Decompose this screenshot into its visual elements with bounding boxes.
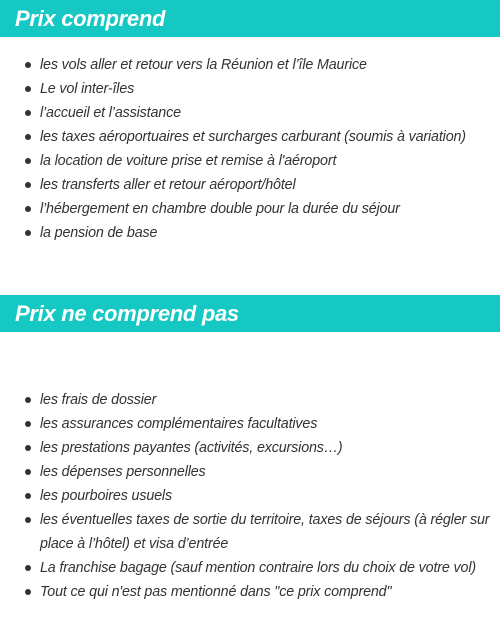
includes-list: [0, 53, 500, 245]
list-item: la location de voiture prise et remise à l'aéroport: [0, 149, 500, 173]
list-item: l’accueil et l’assistance: [0, 101, 500, 125]
list-item: les frais de dossier: [0, 388, 500, 412]
list-item: les pourboires usuels: [0, 484, 500, 508]
list-item: l’hébergement en chambre double pour la durée du séjour: [0, 197, 500, 221]
section-title-includes: Prix comprend: [15, 6, 166, 31]
section-header-excludes: [0, 295, 500, 332]
list-item: les éventuelles taxes de sortie du territoire, taxes de séjours (à régler sur place à l’hôtel) et visa d’entrée: [0, 508, 500, 556]
list-item: les transferts aller et retour aéroport/hôtel: [0, 173, 500, 197]
list-item: Tout ce qui n'est pas mentionné dans "ce prix comprend": [0, 580, 500, 604]
list-item: les vols aller et retour vers la Réunion et l’île Maurice: [0, 53, 500, 77]
section-title-excludes: Prix ne comprend pas: [15, 301, 239, 326]
list-item: les assurances complémentaires facultatives: [0, 412, 500, 436]
list-item: les dépenses personnelles: [0, 460, 500, 484]
list-item: les prestations payantes (activités, excursions…): [0, 436, 500, 460]
list-item: La franchise bagage (sauf mention contraire lors du choix de votre vol): [0, 556, 500, 580]
excludes-list: [0, 388, 500, 604]
list-item: les taxes aéroportuaires et surcharges carburant (soumis à variation): [0, 125, 500, 149]
list-item: la pension de base: [0, 221, 500, 245]
section-header-includes: [0, 0, 500, 37]
list-item: Le vol inter-îles: [0, 77, 500, 101]
